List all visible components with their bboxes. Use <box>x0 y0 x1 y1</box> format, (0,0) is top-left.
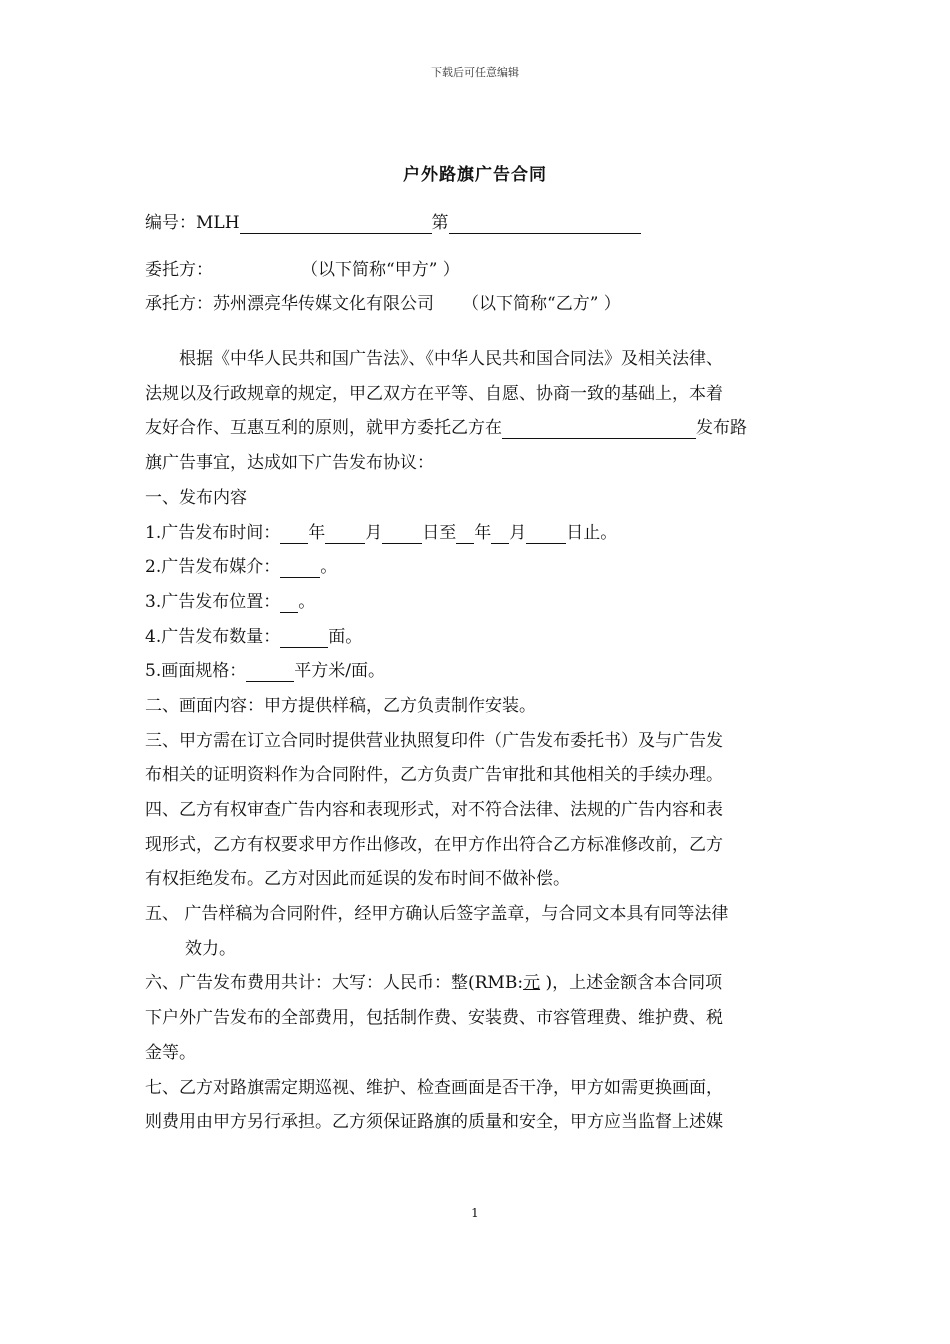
section-7-line-2: 则费用由甲方另行承担。乙方须保证路旗的质量和安全，甲方应当监督上述媒 <box>145 1112 723 1133</box>
section-7-line-1: 七、乙方对路旗需定期巡视、维护、检查画面是否干净，甲方如需更换画面， <box>145 1077 723 1098</box>
contract-number-blank-2 <box>449 211 641 234</box>
party-a-label: 委托方： <box>145 259 213 280</box>
section-6-line-3: 金等。 <box>145 1042 196 1063</box>
section-6-line-2: 下户外广告发布的全部费用，包括制作费、安装费、市容管理费、维护费、税 <box>145 1008 723 1029</box>
party-a-line <box>145 253 810 288</box>
location-blank <box>502 416 696 439</box>
publish-time-line: 1.广告发布时间： 年 月 日至 年 月 日止。 <box>145 522 618 543</box>
party-b-line <box>145 287 810 322</box>
party-b-label: 承托方：苏州漂亮华传媒文化有限公司 <box>145 294 434 315</box>
section-6-line-1: 六、广告发布费用共计：大写：人民币：整(RMB:元 )，上述金额含本合同项 <box>145 973 723 994</box>
party-a-alias: （以下简称“甲方” ） <box>301 259 460 280</box>
publish-position-line: 3.广告发布位置： 。 <box>145 591 316 612</box>
section-5-line-2: 效力。 <box>185 938 236 959</box>
intro-line-4: 旗广告事宜，达成如下广告发布协议： <box>145 453 434 474</box>
section-4-line-2: 现形式，乙方有权要求甲方作出修改，在甲方作出符合乙方标准修改前，乙方 <box>145 834 723 855</box>
publish-time-label: 1.广告发布时间： <box>145 522 281 543</box>
contract-title: 户外路旗广告合同 <box>403 165 547 185</box>
contract-number-middle: 第 <box>431 213 449 233</box>
intro-line-2: 法规以及行政规章的规定，甲乙双方在平等、自愿、协商一致的基础上，本着 <box>145 383 723 404</box>
intro-line-3-text: 友好合作、互惠互利的原则，就甲方委托乙方在 <box>145 418 502 439</box>
party-b-alias: （以下简称“乙方” ） <box>462 294 621 315</box>
contract-number-label: 编号：MLH <box>145 213 240 233</box>
section-3-line-2: 布相关的证明资料作为合同附件，乙方负责广告审批和其他相关的手续办理。 <box>145 765 723 786</box>
contract-body <box>145 206 810 1140</box>
section-4-line-3: 有权拒绝发布。乙方对因此而延误的发布时间不做补偿。 <box>145 869 570 890</box>
section-5-line-1: 五、 广告样稿为合同附件，经甲方确认后签字盖章，与合同文本具有同等法律 <box>145 904 729 925</box>
intro-line-1: 根据《中华人民共和国广告法》、《中华人民共和国合同法》及相关法律、 <box>179 349 723 370</box>
section-2: 二、画面内容：甲方提供样稿，乙方负责制作安装。 <box>145 695 536 716</box>
publish-quantity-line: 4.广告发布数量： 面。 <box>145 626 363 647</box>
publish-media-line: 2.广告发布媒介： 。 <box>145 557 338 578</box>
intro-line-3 <box>145 411 810 446</box>
rmb-amount-unit: 元 <box>523 973 541 994</box>
section-1-heading: 一、发布内容 <box>145 487 247 508</box>
contract-number-blank <box>240 211 432 234</box>
image-spec-line: 5.画面规格： 平方米/面。 <box>145 661 385 682</box>
section-3-line-1: 三、甲方需在订立合同时提供营业执照复印件（广告发布委托书）及与广告发 <box>145 730 723 751</box>
header-note: 下载后可任意编辑 <box>431 66 519 79</box>
intro-line-3-end: 发布路 <box>696 418 747 439</box>
page-number: 1 <box>471 1206 479 1220</box>
section-4-line-1: 四、乙方有权审查广告内容和表现形式，对不符合法律、法规的广告内容和表 <box>145 800 723 820</box>
contract-number-line <box>145 206 810 241</box>
